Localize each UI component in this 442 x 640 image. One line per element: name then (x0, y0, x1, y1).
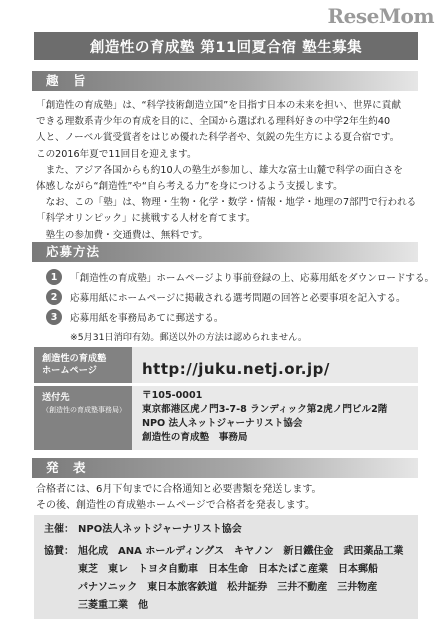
apply-step (46, 307, 418, 327)
sponsor-line (44, 561, 408, 579)
purpose-line: 体感しながら“創造性”や“自ら考える力”を身につけるよう支援します。 (36, 181, 343, 193)
address-line: NPO 法人ネットジャーナリスト協会 (142, 418, 303, 429)
address-line: 東京都港区虎ノ門3-7-8 ランディック第2虎ノ門ビル2階 (142, 404, 388, 415)
homepage-label (34, 347, 132, 383)
sponsor-row: 三菱重工業 他 (78, 600, 148, 611)
address-value (132, 386, 418, 450)
step-number-badge: 2 (46, 289, 62, 305)
page-title: 創造性の育成塾 第11回夏合宿 塾生募集 (34, 32, 418, 60)
purpose-line: なお、この「塾」は、物理・生物・化学・数学・情報・地学・地理の7部門で行われる (36, 197, 417, 209)
sponsor-line (44, 579, 408, 597)
apply-step (46, 287, 418, 307)
purpose-line: 人と、ノーベル賞受賞者をはじめ優れた科学者や、気鋭の先生方による夏合宿です。 (36, 132, 400, 144)
support-label: 協賛： (44, 546, 74, 557)
homepage-box (34, 347, 418, 383)
sponsor-row: パナソニック 東日本旅客鉄道 松井証券 三井不動産 三井物産 (78, 582, 378, 593)
apply-step (46, 267, 435, 287)
address-label (34, 386, 132, 450)
purpose-line: また、アジア各国からも約10人の塾生が参加し、雄大な富士山麓で科学の面白さを (36, 164, 403, 176)
sponsor-line (44, 597, 408, 615)
apply-steps (46, 267, 435, 327)
section-heading-announce: 発 表 (32, 458, 418, 478)
sponsors-block (34, 515, 418, 619)
section-heading-apply: 応募方法 (32, 242, 418, 262)
homepage-label-line: ホームページ (42, 365, 97, 376)
address-label-sub: （創造性の育成塾事務局） (42, 406, 126, 414)
purpose-line: 「創造性の育成塾」は、“科学技術創造立国”を目指す日本の未来を担い、世界に貢献 (36, 100, 401, 111)
announce-line: 合格者には、6月下旬までに合格通知と必要書類を発送します。 (36, 484, 322, 495)
announce-line: その後、創造性の育成塾ホームページで合格者を発表します。 (36, 500, 315, 512)
section-heading-purpose: 趣 旨 (32, 71, 418, 91)
host-label: 主催： (44, 524, 74, 535)
watermark-logo: ReseMom (327, 4, 434, 28)
address-box (34, 386, 418, 450)
homepage-url-link[interactable]: http://juku.netj.or.jp/ (142, 360, 330, 378)
step-number-badge: 1 (46, 269, 62, 285)
host-name: NPO法人ネットジャーナリスト協会 (78, 524, 242, 535)
purpose-line: 塾生の参加費・交通費は、無料です。 (36, 229, 208, 241)
address-line: 創造性の育成塾 事務局 (142, 432, 248, 443)
step-text: 応募用紙にホームページに掲載される選考問題の回答と必要事項を記入する。 (70, 293, 406, 304)
purpose-body (36, 98, 420, 244)
purpose-line: この2016年夏で11回目を迎えます。 (36, 148, 197, 160)
sponsor-row: 旭化成 ANA ホールディングス キヤノン 新日鐵住金 武田薬品工業 (78, 546, 404, 557)
step-text: 応募用紙を事務局あてに郵送する。 (70, 313, 224, 324)
homepage-value (132, 347, 418, 383)
step-number-badge: 3 (46, 309, 62, 325)
purpose-line: できる理数系青少年の育成を目的に、全国から選ばれる理科好きの中学2年生約40 (36, 116, 391, 128)
step-text: 「創造性の育成塾」ホームページより事前登録の上、応募用紙をダウンロードする。 (70, 273, 435, 284)
sponsor-line (44, 543, 408, 561)
sponsor-row: 東芝 東レ トヨタ自動車 日本生命 日本たばこ産業 日本郵船 (78, 564, 378, 575)
address-label-main: 送付先 (42, 392, 70, 403)
deadline-note: ※5月31日消印有効。郵送以外の方法は認められません。 (70, 332, 308, 343)
address-line: 〒105-0001 (142, 390, 203, 401)
announce-body (36, 482, 420, 514)
purpose-line: 「科学オリンピック」に挑戦する人材を育てます。 (36, 213, 256, 225)
homepage-label-line: 創造性の育成塾 (42, 353, 107, 364)
host-line (44, 521, 408, 539)
